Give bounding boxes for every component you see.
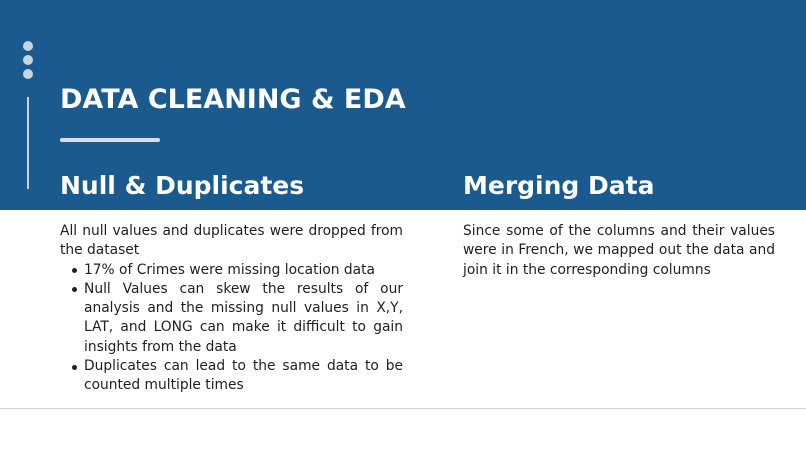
decorative-vertical-line bbox=[27, 97, 29, 189]
decorative-dot-icon bbox=[23, 55, 33, 65]
bullet-list bbox=[60, 261, 403, 396]
title-underline bbox=[60, 138, 160, 142]
slide-title: DATA CLEANING & EDA bbox=[60, 84, 406, 115]
left-column-heading: Null & Duplicates bbox=[60, 171, 305, 200]
right-column-body: Since some of the columns and their values were in French, we mapped out the data and join it in the corresponding columns bbox=[463, 223, 775, 278]
bullet-item: Null Values can skew the results of our analysis and the missing null values in X,Y, LAT, and LONG can make it difficult to gain insights from the data bbox=[60, 280, 403, 357]
decorative-dot-icon bbox=[23, 41, 33, 51]
left-column-body bbox=[60, 222, 403, 396]
right-column-heading: Merging Data bbox=[463, 171, 655, 200]
decorative-dot-icon bbox=[23, 69, 33, 79]
footer-divider bbox=[0, 408, 806, 409]
bullet-item: Duplicates can lead to the same data to be counted multiple times bbox=[60, 357, 403, 396]
left-column-intro: All null values and duplicates were dropped from the dataset bbox=[60, 223, 403, 259]
bullet-item: 17% of Crimes were missing location data bbox=[60, 261, 403, 280]
